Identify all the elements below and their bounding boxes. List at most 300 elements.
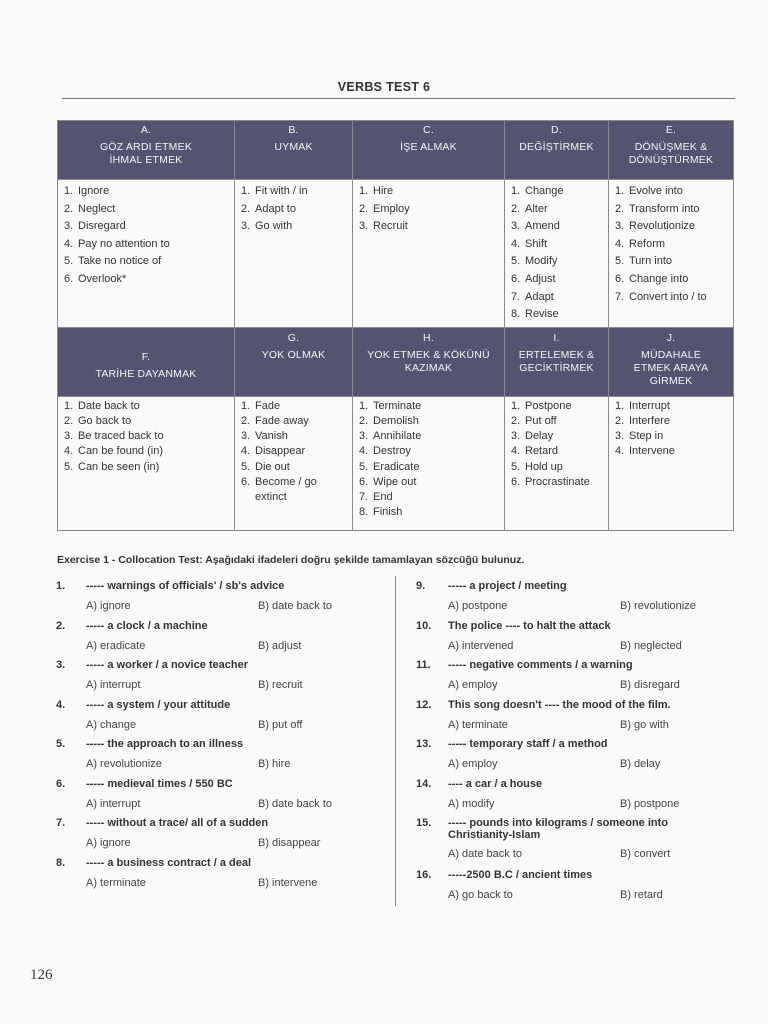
- question-item: [416, 578, 736, 618]
- verb-item: [241, 201, 348, 219]
- verb-item-number: 5.: [359, 460, 369, 473]
- verb-item-number: 3.: [511, 430, 521, 443]
- verb-item-text: Overlook*: [78, 272, 127, 285]
- verb-item-number: 2.: [615, 202, 625, 215]
- verb-item-text: Amend: [525, 220, 560, 233]
- verb-item-text: Interfere: [629, 414, 670, 427]
- list-cell-g: [235, 396, 353, 530]
- verb-item: [64, 414, 230, 429]
- verb-item-number: 1.: [241, 399, 251, 412]
- option-a: A) terminate: [86, 876, 146, 889]
- column-title-line: DÖNÜŞTÜRMEK: [628, 154, 714, 166]
- question-item: [56, 578, 386, 618]
- table-header-row: [58, 327, 734, 396]
- option-b: B) disregard: [620, 679, 680, 691]
- list-cell-b: [235, 180, 353, 328]
- verb-item: [241, 460, 348, 475]
- verb-item-text: Procrastinate: [525, 475, 590, 488]
- verb-item-text: Neglect: [78, 202, 116, 215]
- verb-item-number: 4.: [615, 237, 625, 250]
- verb-item-text: Hold up: [525, 460, 563, 473]
- verb-item: [615, 444, 729, 459]
- question-text: ----- a business contract / a deal: [86, 856, 252, 869]
- question-number: 14.: [416, 777, 432, 790]
- verb-item-number: 2.: [241, 414, 251, 427]
- header-cell-e: [609, 121, 734, 180]
- option-a: A) modify: [448, 797, 495, 810]
- verb-item: [615, 218, 729, 236]
- header-cell-a: [58, 121, 235, 180]
- verb-item-text: Vanish: [255, 430, 288, 443]
- question-item: [416, 736, 736, 776]
- question-text: ----- negative comments / a warning: [448, 659, 633, 671]
- verb-item-number: 8.: [511, 308, 521, 321]
- verb-item-number: 1.: [615, 399, 625, 412]
- column-divider: [395, 576, 396, 906]
- table-list-row: [58, 396, 734, 530]
- option-a: A) interrupt: [86, 797, 141, 810]
- verb-item: [359, 201, 500, 219]
- table-header-row: [58, 121, 734, 180]
- column-letter: A.: [140, 124, 152, 136]
- header-cell-f: [58, 327, 235, 396]
- verb-item: [64, 429, 230, 444]
- question-item: [416, 618, 736, 658]
- question-text: ----- medieval times / 550 BC: [86, 777, 233, 790]
- header-cell-h: [353, 327, 505, 396]
- verb-item-text: Convert into / to: [629, 290, 707, 303]
- verb-item-number: 4.: [64, 237, 74, 250]
- verb-item-text: Disappear: [255, 445, 306, 458]
- verb-item-text: Date back to: [78, 399, 140, 412]
- verb-item-number: 1.: [64, 185, 74, 197]
- column-letter: F.: [141, 350, 151, 363]
- question-number: 9.: [416, 580, 426, 592]
- verb-item-text: Die out: [255, 460, 290, 473]
- question-number: 4.: [56, 698, 66, 711]
- column-letter: H.: [423, 331, 434, 344]
- question-number: 11.: [416, 659, 431, 671]
- verb-item-number: 1.: [511, 185, 521, 197]
- verb-item-number: 5.: [511, 255, 521, 268]
- verb-item-number: 1.: [64, 399, 74, 412]
- column-title-line: UYMAK: [274, 141, 313, 153]
- verb-item: [359, 490, 500, 505]
- option-a: A) change: [86, 718, 137, 731]
- verb-item: [241, 475, 348, 505]
- verb-item-text: Put off: [525, 414, 557, 427]
- question-item: [56, 815, 386, 855]
- verb-item-text: Eradicate: [373, 460, 420, 473]
- verb-item-number: 6.: [615, 272, 625, 285]
- verb-item-number: 8.: [359, 506, 369, 519]
- verb-item: [241, 414, 348, 429]
- verb-item: [511, 271, 604, 289]
- verb-item: [359, 183, 500, 201]
- verb-item-number: 1.: [615, 185, 625, 197]
- list-cell-d: [505, 180, 609, 328]
- verb-item: [64, 444, 230, 459]
- column-title-line: GÖZ ARDI ETMEK: [99, 141, 193, 153]
- verb-item-number: 1.: [359, 399, 369, 412]
- verb-item: [359, 475, 500, 490]
- question-item: [56, 736, 386, 776]
- question-number: 2.: [56, 619, 66, 632]
- verb-item-text: Annihilate: [373, 430, 422, 443]
- verb-item: [241, 429, 348, 444]
- verb-item-number: 2.: [511, 202, 521, 215]
- verb-item-number: 7.: [615, 290, 625, 303]
- option-b: B) retard: [620, 889, 663, 901]
- verb-item-text: Fit with / in: [255, 185, 308, 197]
- question-item: [416, 867, 736, 907]
- option-a: A) employ: [448, 679, 498, 691]
- option-b: B) neglected: [620, 639, 682, 652]
- verb-item: [511, 475, 604, 490]
- page-title: VERBS TEST 6: [337, 80, 431, 94]
- option-a: A) revolutionize: [86, 758, 162, 770]
- verb-item: [64, 183, 230, 201]
- verb-item-number: 2.: [64, 202, 74, 215]
- option-b: B) revolutionize: [620, 600, 696, 612]
- verb-item-text: Step in: [629, 430, 664, 443]
- verb-item-number: 7.: [511, 290, 521, 303]
- verb-item: [64, 271, 230, 289]
- option-b: B) delay: [620, 758, 661, 770]
- verb-item-text: Postpone: [525, 399, 572, 412]
- verb-item-number: 4.: [64, 445, 74, 458]
- option-a: A) intervened: [448, 639, 514, 652]
- option-b: B) go with: [620, 718, 669, 731]
- verb-item: [615, 201, 729, 219]
- column-title-line: ETMEK ARAYA: [633, 361, 709, 374]
- verb-item-number: 5.: [615, 255, 625, 268]
- question-number: 5.: [56, 738, 66, 750]
- question-text: This song doesn't ---- the mood of the film.: [448, 698, 671, 711]
- page-number: 126: [30, 967, 53, 983]
- verb-item: [359, 218, 500, 236]
- question-text: ----- the approach to an illness: [86, 738, 244, 750]
- question-text: The police ---- to halt the attack: [448, 619, 611, 632]
- column-title-line: YOK OLMAK: [261, 348, 326, 361]
- option-a: A) date back to: [448, 848, 522, 860]
- verb-item-number: 3.: [615, 430, 625, 443]
- column-title-line: MÜDAHALE: [641, 348, 701, 361]
- question-item: [416, 697, 736, 737]
- verb-item-text: Adjust: [525, 272, 556, 285]
- verb-item: [615, 253, 729, 271]
- verb-item-text: Fade: [255, 399, 281, 412]
- verb-item-text: Destroy: [373, 445, 411, 458]
- list-cell-j: [609, 396, 734, 530]
- option-b: B) hire: [258, 758, 291, 770]
- verb-item-text: Modify: [525, 255, 558, 268]
- table-list-row: [58, 180, 734, 328]
- question-text: ----- pounds into kilograms / someone into Christianity-Islam: [448, 817, 668, 841]
- verb-item: [241, 444, 348, 459]
- verb-item-number: 2.: [359, 414, 369, 427]
- verb-item: [511, 306, 604, 324]
- header-cell-b: [235, 121, 353, 180]
- verb-item: [511, 236, 604, 254]
- verb-item-text: Change into: [629, 272, 689, 285]
- column-letter: B.: [288, 124, 299, 136]
- verb-item: [241, 399, 348, 414]
- verb-item-text: Go with: [255, 220, 293, 233]
- verb-item-number: 5.: [511, 460, 521, 473]
- option-a: A) eradicate: [86, 639, 146, 652]
- question-number: 7.: [56, 817, 66, 829]
- list-cell-c: [353, 180, 505, 328]
- verb-item: [511, 253, 604, 271]
- column-title-line: ERTELEMEK &: [518, 348, 595, 361]
- verb-item: [359, 414, 500, 429]
- question-item: [56, 855, 386, 895]
- verb-item-text: Alter: [525, 202, 548, 215]
- question-number: 3.: [56, 659, 66, 671]
- verb-item-number: 6.: [511, 475, 521, 488]
- verb-item: [359, 444, 500, 459]
- column-title-line: GİRMEK: [649, 374, 693, 387]
- question-number: 8.: [56, 856, 66, 869]
- option-a: A) employ: [448, 758, 498, 770]
- column-letter: I.: [553, 331, 560, 344]
- exercise-heading: Exercise 1 - Collocation Test: Aşağıdaki ifadeleri doğru şekilde tamamlayan sözcüğü bulunuz.: [57, 554, 525, 566]
- option-b: B) recruit: [258, 679, 303, 691]
- option-b: B) date back to: [258, 600, 332, 612]
- question-number: 12.: [416, 698, 432, 711]
- verb-item-number: 3.: [511, 220, 521, 233]
- verb-item: [511, 399, 604, 414]
- header-cell-j: [609, 327, 734, 396]
- verb-item-text: Change: [525, 185, 564, 197]
- verb-item-text: Can be seen (in): [78, 460, 160, 473]
- verb-item: [511, 429, 604, 444]
- verb-item-text: Retard: [525, 445, 559, 458]
- verb-item: [615, 183, 729, 201]
- verb-item-text: Finish: [373, 506, 403, 519]
- list-cell-e: [609, 180, 734, 328]
- option-b: B) put off: [258, 718, 303, 731]
- verb-item: [511, 460, 604, 475]
- verb-item-number: 3.: [241, 430, 251, 443]
- verb-item: [64, 399, 230, 414]
- verb-item-number: 1.: [511, 399, 521, 412]
- verb-item-text: Can be found (in): [78, 445, 163, 458]
- verb-item-text: Employ: [373, 202, 410, 215]
- option-b: B) date back to: [258, 797, 332, 810]
- option-a: A) interrupt: [86, 679, 141, 691]
- verb-item-text: Disregard: [78, 220, 126, 233]
- verb-item: [241, 218, 348, 236]
- question-text: ----- a worker / a novice teacher: [86, 659, 248, 671]
- verb-item-text: Adapt to: [255, 202, 296, 215]
- question-item: [416, 815, 736, 867]
- verb-item: [511, 289, 604, 307]
- verb-item-number: 4.: [359, 445, 369, 458]
- verb-item-number: 3.: [64, 220, 74, 233]
- verb-item-text: End: [373, 490, 393, 503]
- verb-item-text: Wipe out: [373, 475, 417, 488]
- option-a: A) postpone: [448, 600, 508, 612]
- verb-item: [359, 460, 500, 475]
- question-text: ----- temporary staff / a method: [448, 738, 608, 750]
- verb-item-number: 2.: [615, 414, 625, 427]
- question-text: ----- a clock / a machine: [86, 619, 208, 632]
- question-number: 15.: [416, 817, 432, 829]
- verb-item-text: Delay: [525, 430, 554, 443]
- column-letter: D.: [551, 124, 562, 136]
- option-b: B) disappear: [258, 837, 321, 849]
- question-item: [416, 657, 736, 697]
- verb-item-number: 5.: [64, 460, 74, 473]
- column-title-line: İHMAL ETMEK: [109, 154, 183, 166]
- verb-item: [615, 429, 729, 444]
- verb-item-text: Recruit: [373, 220, 408, 233]
- verb-item: [615, 271, 729, 289]
- option-a: A) terminate: [448, 718, 508, 731]
- verb-item-number: 6.: [64, 272, 74, 285]
- verb-item: [615, 399, 729, 414]
- column-title-line: İŞE ALMAK: [400, 141, 457, 153]
- list-cell-h: [353, 396, 505, 530]
- verb-item-text: Take no notice of: [78, 255, 162, 268]
- question-text: ----- a system / your attitude: [86, 698, 231, 711]
- option-b: B) intervene: [258, 876, 318, 889]
- list-cell-f: [58, 396, 235, 530]
- verb-item-text: Go back to: [78, 414, 132, 427]
- column-title-line: DEĞİŞTİRMEK: [519, 141, 594, 153]
- verb-item: [64, 218, 230, 236]
- header-cell-d: [505, 121, 609, 180]
- verb-item: [511, 414, 604, 429]
- questions-left-column: [56, 578, 386, 894]
- verb-item-number: 3.: [241, 220, 251, 233]
- column-title-line: KAZIMAK: [404, 361, 453, 374]
- verb-item-number: 3.: [359, 430, 369, 443]
- list-cell-a: [58, 180, 235, 328]
- verb-item-number: 4.: [615, 445, 625, 458]
- verb-item-text: Terminate: [373, 399, 422, 412]
- verb-item: [359, 429, 500, 444]
- verb-item-number: 5.: [64, 255, 74, 268]
- verb-item-number: 1.: [241, 185, 251, 197]
- verb-item-text: Evolve into: [629, 185, 683, 197]
- question-text: ----- without a trace/ all of a sudden: [86, 817, 269, 829]
- option-a: A) go back to: [448, 889, 513, 901]
- verb-item-number: 3.: [615, 220, 625, 233]
- list-cell-i: [505, 396, 609, 530]
- verb-item-text: Interrupt: [629, 399, 670, 412]
- verb-item: [615, 414, 729, 429]
- question-item: [56, 697, 386, 737]
- question-number: 6.: [56, 777, 66, 790]
- verb-item-text: Fade away: [255, 414, 309, 427]
- verb-item-number: 2.: [64, 414, 74, 427]
- verb-item-number: 4.: [241, 445, 251, 458]
- verb-item: [615, 236, 729, 254]
- verbs-table: [57, 120, 734, 531]
- verb-item-number: 2.: [359, 202, 369, 215]
- verb-item-text: Be traced back to: [78, 430, 164, 443]
- question-number: 10.: [416, 619, 432, 632]
- verb-item-text: Turn into: [629, 255, 673, 268]
- title-rule: [62, 98, 735, 99]
- verb-item: [511, 444, 604, 459]
- column-letter: J.: [666, 331, 676, 344]
- verb-item-text: Become / go extinct: [255, 475, 317, 503]
- verb-item-text: Demolish: [373, 414, 419, 427]
- verb-item: [615, 289, 729, 307]
- verb-item: [64, 253, 230, 271]
- column-letter: G.: [287, 331, 300, 344]
- option-a: A) ignore: [86, 837, 131, 849]
- verb-item: [241, 183, 348, 201]
- option-b: B) postpone: [620, 797, 680, 810]
- question-text: ---- a car / a house: [448, 777, 543, 790]
- verb-item-number: 3.: [359, 220, 369, 233]
- verb-item-number: 2.: [511, 414, 521, 427]
- questions-right-column: [416, 578, 736, 907]
- verb-item-number: 4.: [511, 237, 521, 250]
- verb-item-number: 6.: [241, 475, 251, 488]
- header-cell-i: [505, 327, 609, 396]
- question-number: 1.: [56, 580, 66, 592]
- column-letter: E.: [665, 124, 677, 136]
- verb-item: [511, 183, 604, 201]
- verb-item-text: Ignore: [78, 185, 110, 197]
- verb-item-text: Reform: [629, 237, 666, 250]
- verb-item: [359, 505, 500, 520]
- question-number: 13.: [416, 738, 432, 750]
- verb-item: [511, 201, 604, 219]
- header-cell-c: [353, 121, 505, 180]
- question-number: 16.: [416, 869, 432, 881]
- header-cell-g: [235, 327, 353, 396]
- column-letter: C.: [423, 124, 434, 136]
- verb-item-number: 6.: [359, 475, 369, 488]
- column-title-line: TARİHE DAYANMAK: [95, 367, 197, 380]
- verb-item-number: 6.: [511, 272, 521, 285]
- question-text: -----2500 B.C / ancient times: [448, 869, 593, 881]
- column-title-line: GECİKTİRMEK: [519, 361, 594, 374]
- verb-item-text: Pay no attention to: [78, 237, 170, 250]
- verb-item-text: Intervene: [629, 445, 675, 458]
- verb-item: [64, 201, 230, 219]
- option-a: A) ignore: [86, 600, 131, 612]
- verb-item-text: Hire: [373, 185, 394, 197]
- question-item: [56, 618, 386, 658]
- verb-item: [64, 236, 230, 254]
- verb-item-number: 3.: [64, 430, 74, 443]
- verb-item-number: 2.: [241, 202, 251, 215]
- verb-item: [511, 218, 604, 236]
- option-b: B) convert: [620, 848, 671, 860]
- verb-item-text: Transform into: [629, 202, 700, 215]
- verb-item-text: Adapt: [525, 290, 554, 303]
- question-text: ----- a project / meeting: [448, 580, 567, 592]
- verb-item: [359, 399, 500, 414]
- verb-item-number: 5.: [241, 460, 251, 473]
- verb-item-number: 7.: [359, 490, 369, 503]
- column-title-line: YOK ETMEK & KÖKÜNÜ: [367, 348, 490, 361]
- verb-item-text: Revise: [525, 308, 559, 321]
- verb-item-number: 1.: [359, 185, 369, 197]
- column-title-line: DÖNÜŞMEK &: [634, 141, 708, 153]
- question-item: [416, 776, 736, 816]
- question-text: ----- warnings of officials' / sb's advice: [86, 580, 285, 592]
- verb-item-text: Shift: [525, 237, 548, 250]
